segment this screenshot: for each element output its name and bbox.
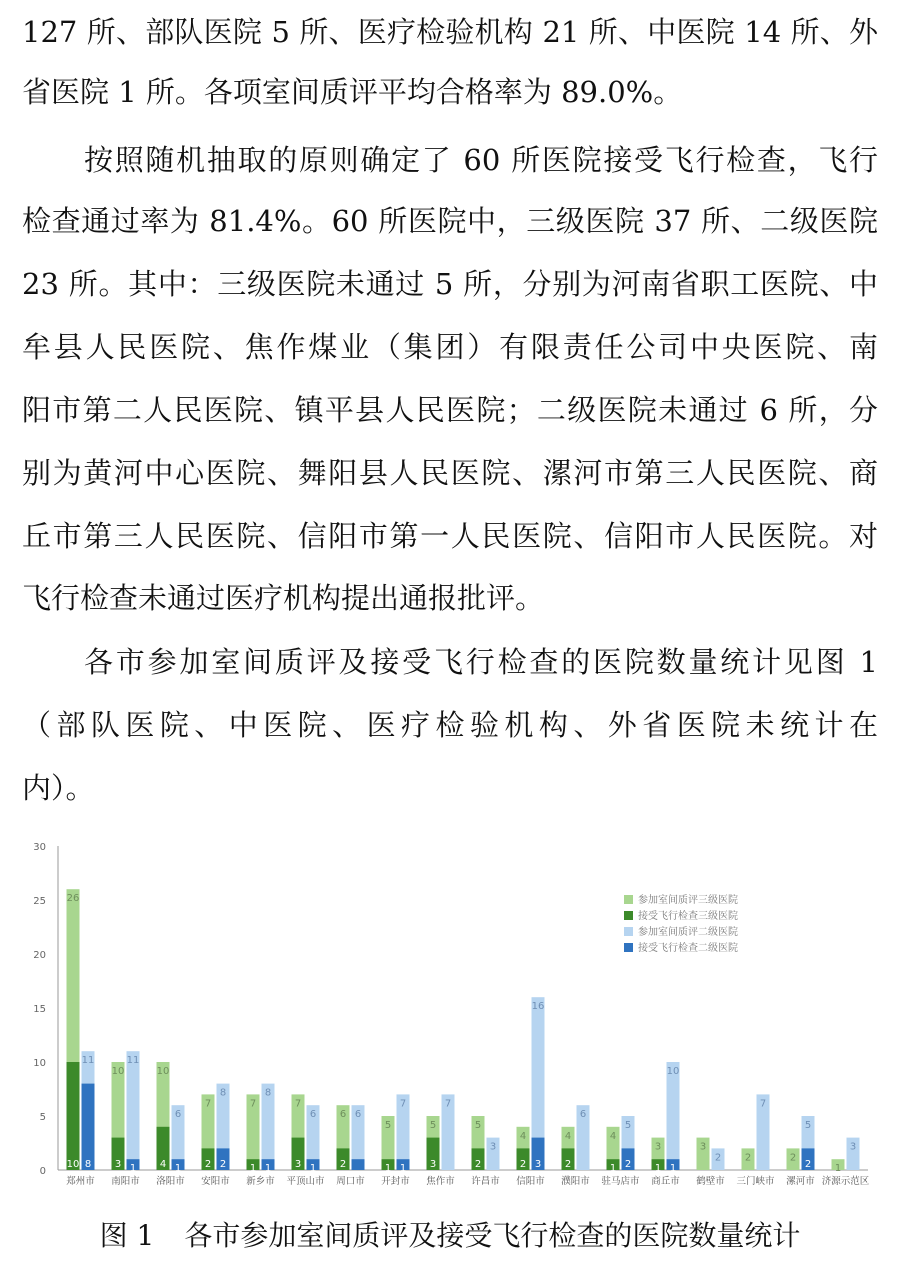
data-label-total-2: 10 [666,1066,680,1077]
bar-overlay-2 [352,1159,365,1170]
data-label-overlay-2: 1 [669,1163,677,1175]
data-label-total-3: 2 [744,1152,752,1164]
legend-swatch [624,927,633,936]
data-label-overlay-3: 2 [564,1159,572,1170]
figure-number: 图 1 [99,1219,155,1252]
data-label-overlay-2: 3 [534,1159,542,1170]
data-label-total-2: 6 [579,1109,587,1121]
x-tick-label: 许昌市 [471,1176,500,1187]
bar-overlay-3 [67,1062,80,1170]
data-label-total-2: 5 [624,1120,632,1131]
data-label-overlay-2: 2 [804,1159,812,1170]
data-label-total-3: 3 [699,1141,707,1153]
x-tick-label: 郑州市 [66,1176,95,1187]
data-label-overlay-2: 1 [129,1163,137,1175]
data-label-total-3: 6 [339,1109,347,1121]
data-label-total-3: 7 [204,1098,212,1110]
x-tick-label: 濮阳市 [561,1176,590,1187]
paragraph-line: 牟县人民医院、焦作煤业（集团）有限责任公司中央医院、南 [22,330,878,364]
data-label-total-3: 1 [834,1163,842,1175]
data-label-total-2: 16 [531,1001,545,1013]
bar-total-2 [667,1062,680,1170]
data-label-total-3: 7 [249,1098,257,1110]
y-tick-label: 5 [39,1112,46,1123]
data-label-total-2: 3 [849,1141,857,1153]
bar-overlay-2 [82,1084,95,1170]
data-label-overlay-3: 1 [609,1163,617,1175]
legend-label: 接受飞行检查三级医院 [638,911,738,922]
data-label-overlay-3: 3 [429,1159,437,1170]
paragraph-line: 别为黄河中心医院、舞阳县人民医院、漯河市第三人民医院、商 [22,456,878,490]
x-tick-label: 新乡市 [246,1176,275,1187]
x-tick-label: 平顶山市 [286,1176,325,1187]
y-tick-label: 20 [33,950,46,961]
data-label-overlay-3: 1 [384,1163,392,1175]
legend-label: 参加室间质评二级医院 [638,927,738,938]
data-label-total-2: 6 [309,1109,317,1121]
data-label-overlay-3: 1 [249,1163,257,1175]
x-tick-label: 焦作市 [426,1176,455,1187]
x-tick-label: 安阳市 [201,1176,230,1187]
data-label-total-3: 5 [474,1120,482,1131]
paragraph-line: 23 所。其中：三级医院未通过 5 所，分别为河南省职工医院、中 [22,267,878,301]
data-label-total-3: 5 [384,1120,392,1131]
data-label-total-3: 7 [294,1098,302,1110]
data-label-overlay-3: 1 [654,1163,662,1175]
data-label-total-3: 4 [564,1130,572,1142]
data-label-total-3: 10 [156,1066,170,1077]
legend-swatch [624,911,633,920]
data-label-total-2: 7 [444,1098,452,1110]
data-label-total-3: 2 [789,1152,797,1164]
data-label-overlay-3: 2 [204,1159,212,1170]
legend-label: 参加室间质评三级医院 [638,895,738,906]
y-tick-label: 30 [33,842,46,853]
data-label-overlay-2: 1 [309,1163,317,1175]
data-label-overlay-3: 2 [339,1159,347,1170]
x-tick-label: 洛阳市 [156,1176,185,1187]
paragraph-line: 省医院 1 所。各项室间质评平均合格率为 89.0%。 [22,75,683,109]
data-label-total-3: 26 [66,893,80,905]
data-label-overlay-3: 4 [159,1159,167,1170]
data-label-total-3: 5 [429,1120,437,1131]
data-label-total-2: 7 [399,1098,407,1110]
data-label-overlay-2: 1 [399,1163,407,1175]
paragraph-line: 飞行检查未通过医疗机构提出通报批评。 [22,581,545,615]
paragraph-line: 各市参加室间质评及接受飞行检查的医院数量统计见图 1 [84,645,878,679]
data-label-total-3: 3 [654,1141,662,1153]
paragraph-line: 内）。 [22,771,95,805]
figure-1-chart-area [0,830,900,1200]
data-label-total-2: 7 [759,1098,767,1110]
x-tick-label: 商丘市 [651,1176,680,1187]
data-label-overlay-2: 1 [174,1163,182,1175]
data-label-total-2: 11 [126,1055,140,1067]
data-label-overlay-3: 2 [474,1159,482,1170]
x-tick-label: 周口市 [336,1176,365,1187]
x-tick-label: 漯河市 [786,1176,815,1187]
data-label-total-2: 11 [81,1055,95,1067]
x-tick-label: 信阳市 [516,1176,545,1187]
data-label-total-2: 3 [489,1141,497,1153]
x-tick-label: 鹤壁市 [696,1176,725,1187]
data-label-overlay-3: 3 [114,1159,122,1170]
figure-caption-text: 各市参加室间质评及接受飞行检查的医院数量统计 [184,1219,801,1252]
data-label-overlay-2: 1 [264,1163,272,1175]
data-label-overlay-2: 8 [84,1159,92,1170]
data-label-total-2: 8 [264,1087,272,1099]
y-tick-label: 0 [39,1166,46,1177]
y-tick-label: 15 [33,1004,46,1015]
x-tick-label: 济源示范区 [821,1176,870,1187]
legend-swatch [624,895,633,904]
x-tick-label: 开封市 [381,1176,410,1187]
paragraph-line: 检查通过率为 81.4%。60 所医院中，三级医院 37 所、二级医院 [22,204,878,238]
data-label-overlay-3: 10 [66,1159,80,1170]
data-label-total-2: 6 [354,1109,362,1121]
bar-chart [0,830,900,1200]
x-tick-label: 三门峡市 [736,1176,775,1187]
legend-label: 接受飞行检查二级医院 [638,943,738,954]
y-tick-label: 10 [33,1058,46,1069]
data-label-total-3: 10 [111,1066,125,1077]
figure-caption [0,1218,900,1254]
bar-total-2 [127,1051,140,1170]
x-tick-label: 驻马店市 [601,1176,640,1187]
data-label-total-2: 6 [174,1109,182,1121]
data-label-overlay-2: 2 [219,1159,227,1170]
paragraph-line: 丘市第三人民医院、信阳市第一人民医院、信阳市人民医院。对 [22,519,878,553]
data-label-total-2: 5 [804,1120,812,1131]
data-label-overlay-2: 2 [624,1159,632,1170]
data-label-total-2: 2 [714,1152,722,1164]
data-label-total-2: 8 [219,1087,227,1099]
y-tick-label: 25 [33,896,46,907]
legend-swatch [624,943,633,952]
data-label-overlay-3: 2 [519,1159,527,1170]
data-label-overlay-3: 3 [294,1159,302,1170]
data-label-total-3: 4 [519,1130,527,1142]
paragraph-line: 阳市第二人民医院、镇平县人民医院；二级医院未通过 6 所，分 [22,393,878,427]
paragraph-line: 按照随机抽取的原则确定了 60 所医院接受飞行检查，飞行 [84,143,878,177]
paragraph-line: 127 所、部队医院 5 所、医疗检验机构 21 所、中医院 14 所、外 [22,15,878,49]
x-tick-label: 南阳市 [111,1176,140,1187]
data-label-total-3: 4 [609,1130,617,1142]
paragraph-line: （部队医院、中医院、医疗检验机构、外省医院未统计在 [22,708,878,742]
